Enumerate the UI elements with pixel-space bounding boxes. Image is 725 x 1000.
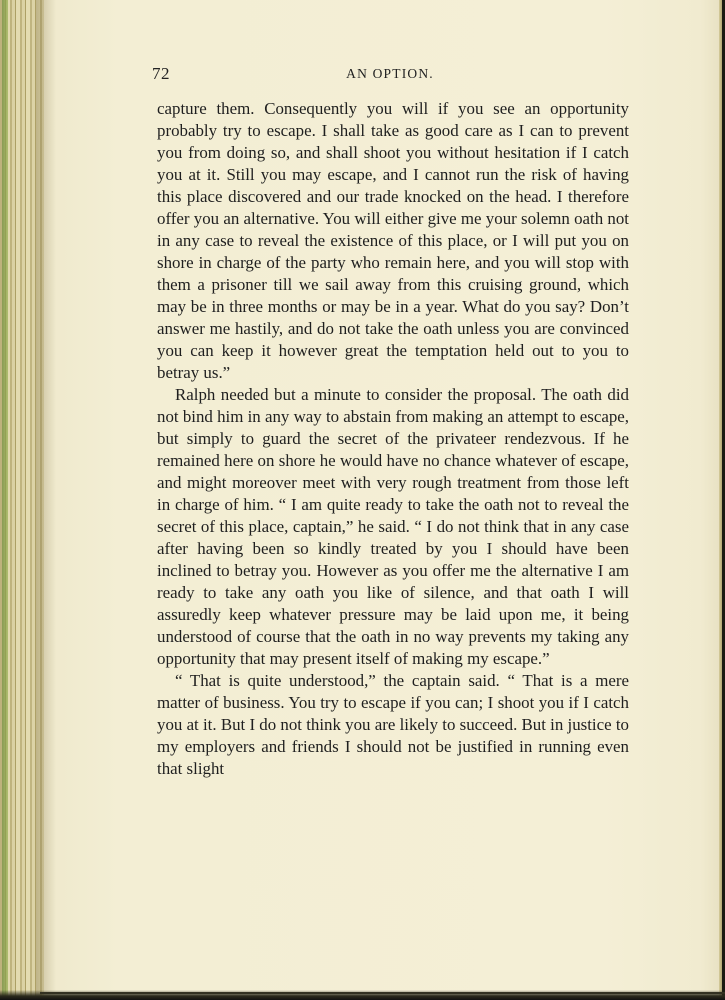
binding-edge-stripe [2,0,8,1000]
page-bottom-edge [0,990,725,1000]
paragraph: capture them. Consequently you will if you see an opportunity probably try to escape. I shall take as good care as I can to prevent you from doing so, and shall shoot you without hesitation if I catch you at it. Still you may escape, and I cannot run the risk of having this place discovered and our trade knocked on the head. I therefore offer you an alternative. You will either give me your solemn oath not in any case to reveal the existence of this place, or I will put you on shore in charge of the party who remain here, and you will stop with them a prisoner till we sail away from this cruising ground, which may be in three months or may be in a year. What do you say? Don’t answer me hastily, and do not take the oath unless you are convinced you can keep it however great the temptation held out to you to betray us.” [157,99,629,382]
page-number: 72 [152,64,170,83]
paragraph: “ That is quite understood,” the captain said. “ That is a mere matter of business. You try to escape if you can; I shoot you if I catch you at it. But I do not think you are likely to succeed. But in justice to my employers and friends I should not be justified in running even that slight [157,671,629,778]
body-text [157,98,629,780]
running-head: AN OPTION. [346,66,434,81]
page-header [152,64,628,88]
gutter-shadow [36,0,56,1000]
paragraph: Ralph needed but a minute to consider the proposal. The oath did not bind him in any way to abstain from making an attempt to escape, but simply to guard the secret of the privateer rendezvous. If he remained here on shore he would have no chance whatever of escape, and might moreover meet with very rough treatment from those left in charge of him. “ I am quite ready to take the oath not to reveal the secret of this place, captain,” he said. “ I do not think that in any case after having been so kindly treated by you I should have been inclined to betray you. However as you offer me the alternative I am ready to take any oath you like of silence, and that oath I will assuredly keep whatever pressure may be laid upon me, it being understood of course that the oath in no way prevents my taking any opportunity that may present itself of making my escape.” [157,385,629,668]
